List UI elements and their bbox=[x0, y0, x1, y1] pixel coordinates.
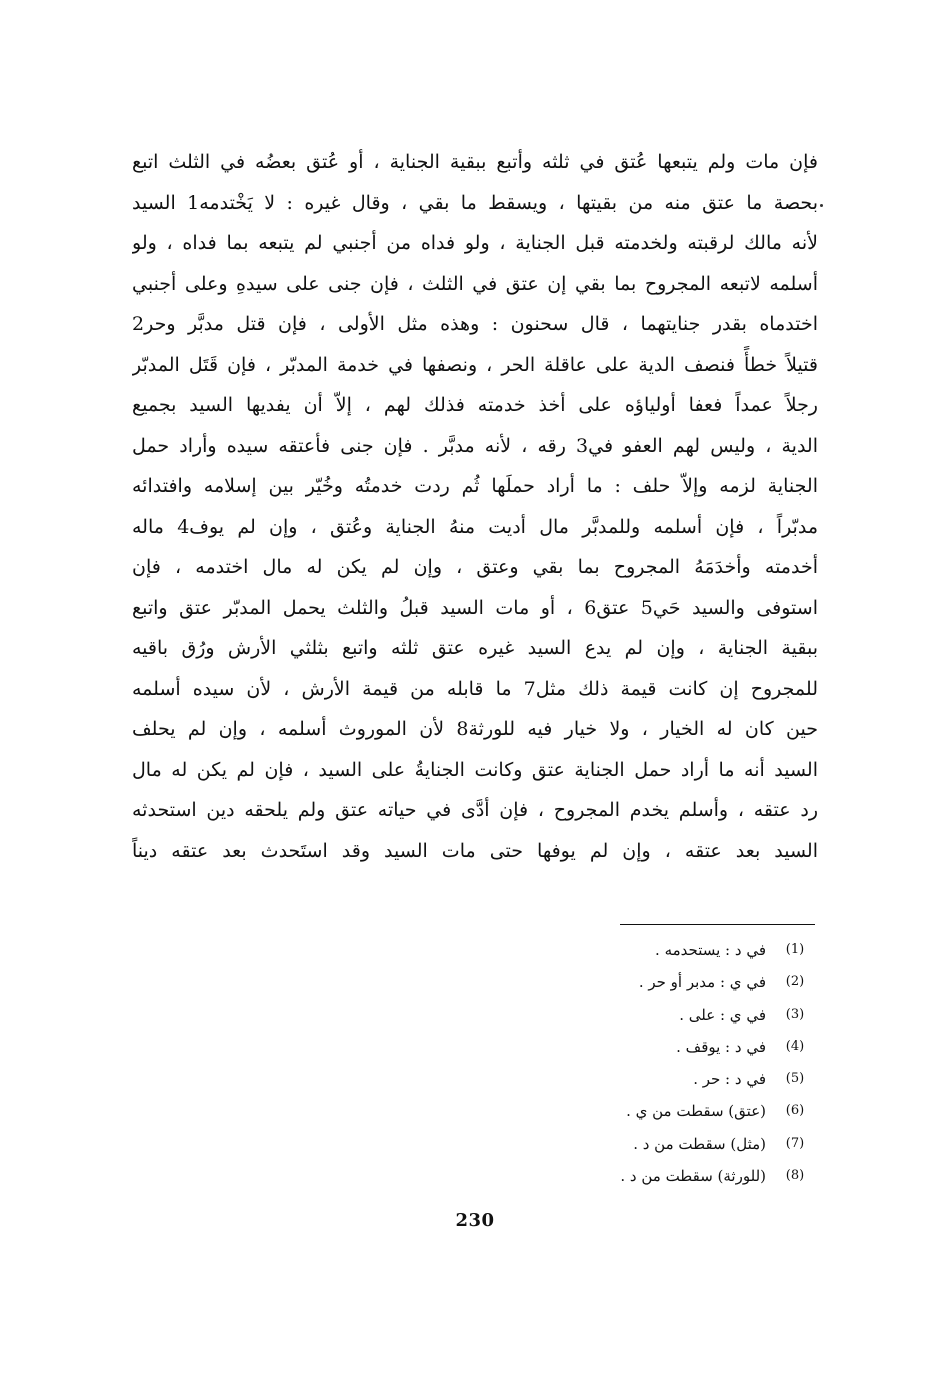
footnote-number: (6) bbox=[785, 1103, 805, 1119]
footnote-number: (7) bbox=[785, 1135, 805, 1151]
text-line: الدية ، وليس لهم العفو في3 رقه ، لأنه مدبَّر . فإن جنى فأعتقه سيده وأراد حمل bbox=[132, 434, 818, 457]
footnote-number: (2) bbox=[785, 974, 805, 990]
main-text-block bbox=[132, 142, 818, 871]
footnote-number: (3) bbox=[785, 1006, 805, 1022]
text-line: السيد بعد عتقه ، وإن لم يوفها حتى مات السيد وقد استَحدث بعد عتقه ديناً bbox=[132, 839, 818, 862]
footnote-text: (مثل) سقطت من د . bbox=[633, 1134, 766, 1153]
text-line: استوفى والسيد حَي5 عتق6 ، أو مات السيد قبلُ والثلث يحمل المدبّر عتق واتبع bbox=[132, 596, 818, 619]
text-line: اختدماه بقدر جنايتهما ، قال سحنون : وهذه مثل الأولى ، فإن قتل مدبَّر وحر2 bbox=[132, 313, 818, 335]
footnote-number: (5) bbox=[785, 1071, 805, 1087]
footnote bbox=[520, 1160, 818, 1192]
text-line: حين كان له الخيار ، ولا خيار فيه للورثة8 لأن الموروث أسلمه ، وإن لم يحلف bbox=[132, 718, 818, 740]
text-line: أسلمه لاتبعه المجروح بما بقي إن عتق في الثلث ، فإن جنى على سيدهِ وعلى أجنبي bbox=[132, 272, 818, 295]
page-number: 230 bbox=[455, 1210, 495, 1231]
footnote-text: في د : حر . bbox=[693, 1070, 766, 1089]
text-line: الجناية لزمه وإلاّ حلف : ما أراد حملَها ثُم ردت خدمتُه وخُيّر بين إسلامه وافتدائه bbox=[132, 475, 818, 497]
footnote-text: (عتق) سقطت من ي . bbox=[626, 1102, 766, 1121]
text-line: مدبّراً ، فإن أسلمه وللمدبَّر مال أديت منهُ الجناية وعُتق ، وإن لم يوف4 ماله bbox=[132, 515, 818, 538]
footnotes-block bbox=[520, 934, 818, 1192]
text-line: أخدمته وأخدَمَهُ المجروح بما بقي وعتق ، وإن لم يكن له مال اختدمه ، فإن bbox=[132, 556, 818, 578]
footnote bbox=[520, 966, 818, 998]
footnote-number: (8) bbox=[785, 1168, 805, 1184]
text-line: بحصة ما عتق منه من بقيتها ، ويسقط ما بقي ، وقال غيره : لا يَخْتدمه1 السيد bbox=[132, 191, 818, 214]
footnote-text: في ي : مدبر أو حر . bbox=[638, 973, 766, 992]
footnote-number: (4) bbox=[785, 1038, 805, 1054]
text-line: للمجروح إن كانت قيمة ذلك مثل7 ما قابله من قيمة الأرش ، لأن سيده أسلمه bbox=[132, 677, 818, 700]
text-line: لأنه مالك لرقبته ولخدمته قبل الجناية ، ولو فداه من أجنبي لم يتبعه بما فداه ، ولو bbox=[132, 232, 818, 254]
text-line: رجلاً عمداً فعفا أولياؤه على أخذ خدمته فذلك لهم ، إلاّ أن يفديها السيد بجميع bbox=[132, 394, 818, 416]
stray-ink-mark bbox=[820, 204, 823, 207]
footnote bbox=[520, 934, 818, 966]
footnote bbox=[520, 1128, 818, 1160]
footnote bbox=[520, 1031, 818, 1063]
text-line: فإن مات ولم يتبعها عُتق في ثلثه وأتبع ببقية الجناية ، أو عُتق بعضُه في الثلث اتبع bbox=[132, 151, 818, 173]
text-line: ببقية الجناية ، وإن لم يدع السيد غيره عتق ثلثه واتبع بثلثي الأرش ورُق باقيه bbox=[132, 637, 818, 659]
footnote-separator bbox=[620, 924, 815, 925]
text-line: قتيلاً خطأً فنصف الدية على عاقلة الحر ، ونصفها في خدمة المدبّر ، فإن قَتَل المدبّر bbox=[132, 353, 818, 376]
footnote bbox=[520, 999, 818, 1031]
footnote bbox=[520, 1063, 818, 1095]
footnote-text: في ي : على . bbox=[679, 1005, 766, 1024]
footnote-text: في د : يوقف . bbox=[676, 1037, 766, 1056]
text-line: السيد أنه ما أراد حمل الجناية عتق وكانت الجنايةُ على السيد ، فإن لم يكن له مال bbox=[132, 758, 818, 781]
footnote-number: (1) bbox=[785, 942, 805, 957]
text-line: رد عتقه ، وأسلم يخدم المجروح ، فإن أدَّى في حياته عتق ولم يلحقه دين استحدثه bbox=[132, 799, 818, 821]
footnote bbox=[520, 1095, 818, 1127]
footnote-text: (للورثة) سقطت من د . bbox=[620, 1167, 766, 1186]
footnote-text: في د : يستحدمه . bbox=[655, 941, 766, 959]
